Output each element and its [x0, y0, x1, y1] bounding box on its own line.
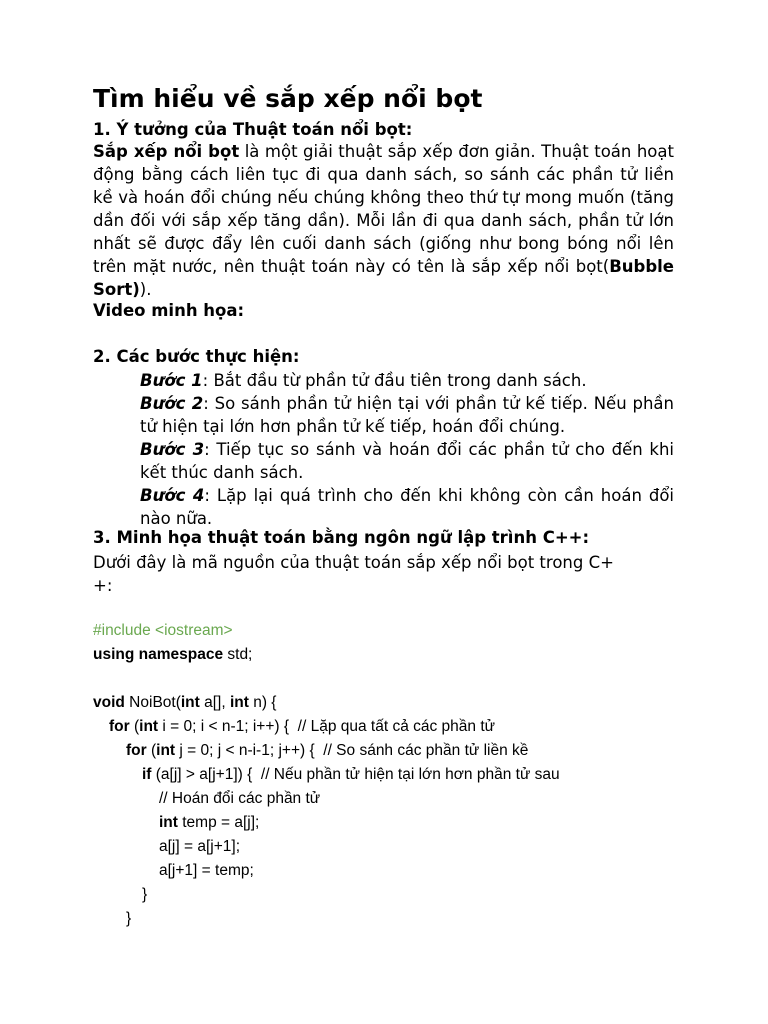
code-line-if [142, 763, 560, 787]
code-text: ( [146, 742, 157, 759]
code-keyword: void [93, 694, 125, 711]
step-2-text: : So sánh phần tử hiện tại với phần tử kế tiếp. Nếu phần tử hiện tại lớn hơn phần tử kế tiếp, hoán đổi chúng. [140, 394, 674, 436]
section1-paragraph [93, 140, 674, 301]
code-line-inner-loop [126, 739, 528, 763]
section1-body-end: ). [139, 280, 152, 299]
code-text: a[], [199, 694, 230, 711]
code-text: temp = a[j]; [177, 814, 260, 831]
code-text: j = 0; j < n-i-1; j++) { // So sánh các phần tử liền kề [175, 742, 529, 759]
step-3-label: Bước 3 [140, 440, 205, 459]
code-text: std; [223, 646, 253, 663]
video-label: Video minh họa: [93, 301, 245, 320]
code-keyword: int [159, 814, 178, 831]
step-4-label: Bước 4 [140, 486, 205, 505]
step-2-label: Bước 2 [140, 394, 204, 413]
step-4-text: : Lặp lại quá trình cho đến khi không còn cần hoán đổi nào nữa. [140, 486, 674, 528]
code-text: (a[j] > a[j+1]) { // Nếu phần tử hiện tại lớn hơn phần tử sau [151, 766, 560, 783]
code-line-outer-loop [109, 715, 495, 739]
step-3 [140, 438, 674, 484]
section3-intro-line2: +: [93, 576, 113, 595]
code-line-using [93, 643, 252, 667]
section2-heading: 2. Các bước thực hiện: [93, 347, 300, 366]
code-line-swap1: a[j] = a[j+1]; [159, 838, 240, 855]
code-line-swap2: a[j+1] = temp; [159, 862, 254, 879]
code-line-close-inner: } [126, 910, 132, 927]
step-3-text: : Tiếp tục so sánh và hoán đổi các phần tử cho đến khi kết thúc danh sách. [140, 440, 674, 482]
step-1-label: Bước 1 [140, 371, 203, 390]
bubble-sort-english: Bubble Sort) [93, 257, 674, 299]
code-keyword: int [229, 694, 249, 711]
section3-heading: 3. Minh họa thuật toán bằng ngôn ngữ lập trình C++: [93, 528, 590, 547]
bubble-sort-term: Sắp xếp nổi bọt [93, 142, 240, 161]
code-text: ( [129, 718, 140, 735]
page-title: Tìm hiểu về sắp xếp nổi bọt [93, 84, 483, 113]
code-text: n) { [248, 694, 277, 711]
code-keyword: int [180, 694, 200, 711]
code-keyword: int [156, 742, 176, 759]
code-line-function [93, 691, 276, 715]
code-text: i = 0; i < n-1; i++) { // Lặp qua tất cả các phần tử [158, 718, 496, 735]
code-text: NoiBot( [124, 694, 181, 711]
section3-intro-line1: Dưới đây là mã nguồn của thuật toán sắp xếp nổi bọt trong C+ [93, 553, 614, 572]
code-line-temp [159, 811, 259, 835]
code-line-comment: // Hoán đổi các phần tử [159, 790, 321, 807]
section1-heading: 1. Ý tưởng của Thuật toán nổi bọt: [93, 120, 413, 139]
code-keyword: using namespace [93, 646, 224, 663]
step-1 [140, 369, 674, 392]
step-4 [140, 484, 674, 530]
section3-intro [93, 551, 674, 597]
code-line-close-if: } [142, 886, 148, 903]
section1-body: là một giải thuật sắp xếp đơn giản. Thuật toán hoạt động bằng cách liên tục đi qua danh sách, so sánh các phần tử liền kề và hoán đổi chúng nếu chúng không theo thứ tự mong muốn (tăng dần đối với sắp xếp tăng dần). Mỗi lần đi qua danh sách, phần tử lớn nhất sẽ được đẩy lên cuối danh sách (giống như bong bóng nổi lên trên mặt nước, nên thuật toán này có tên là sắp xếp nổi bọt( [93, 142, 674, 276]
code-keyword: int [139, 718, 159, 735]
step-1-text: : Bắt đầu từ phần tử đầu tiên trong danh sách. [202, 371, 587, 390]
code-line-include: #include <iostream> [93, 622, 233, 639]
code-keyword: for [109, 718, 130, 735]
code-keyword: for [126, 742, 147, 759]
code-keyword: if [142, 766, 152, 783]
step-2 [140, 392, 674, 438]
